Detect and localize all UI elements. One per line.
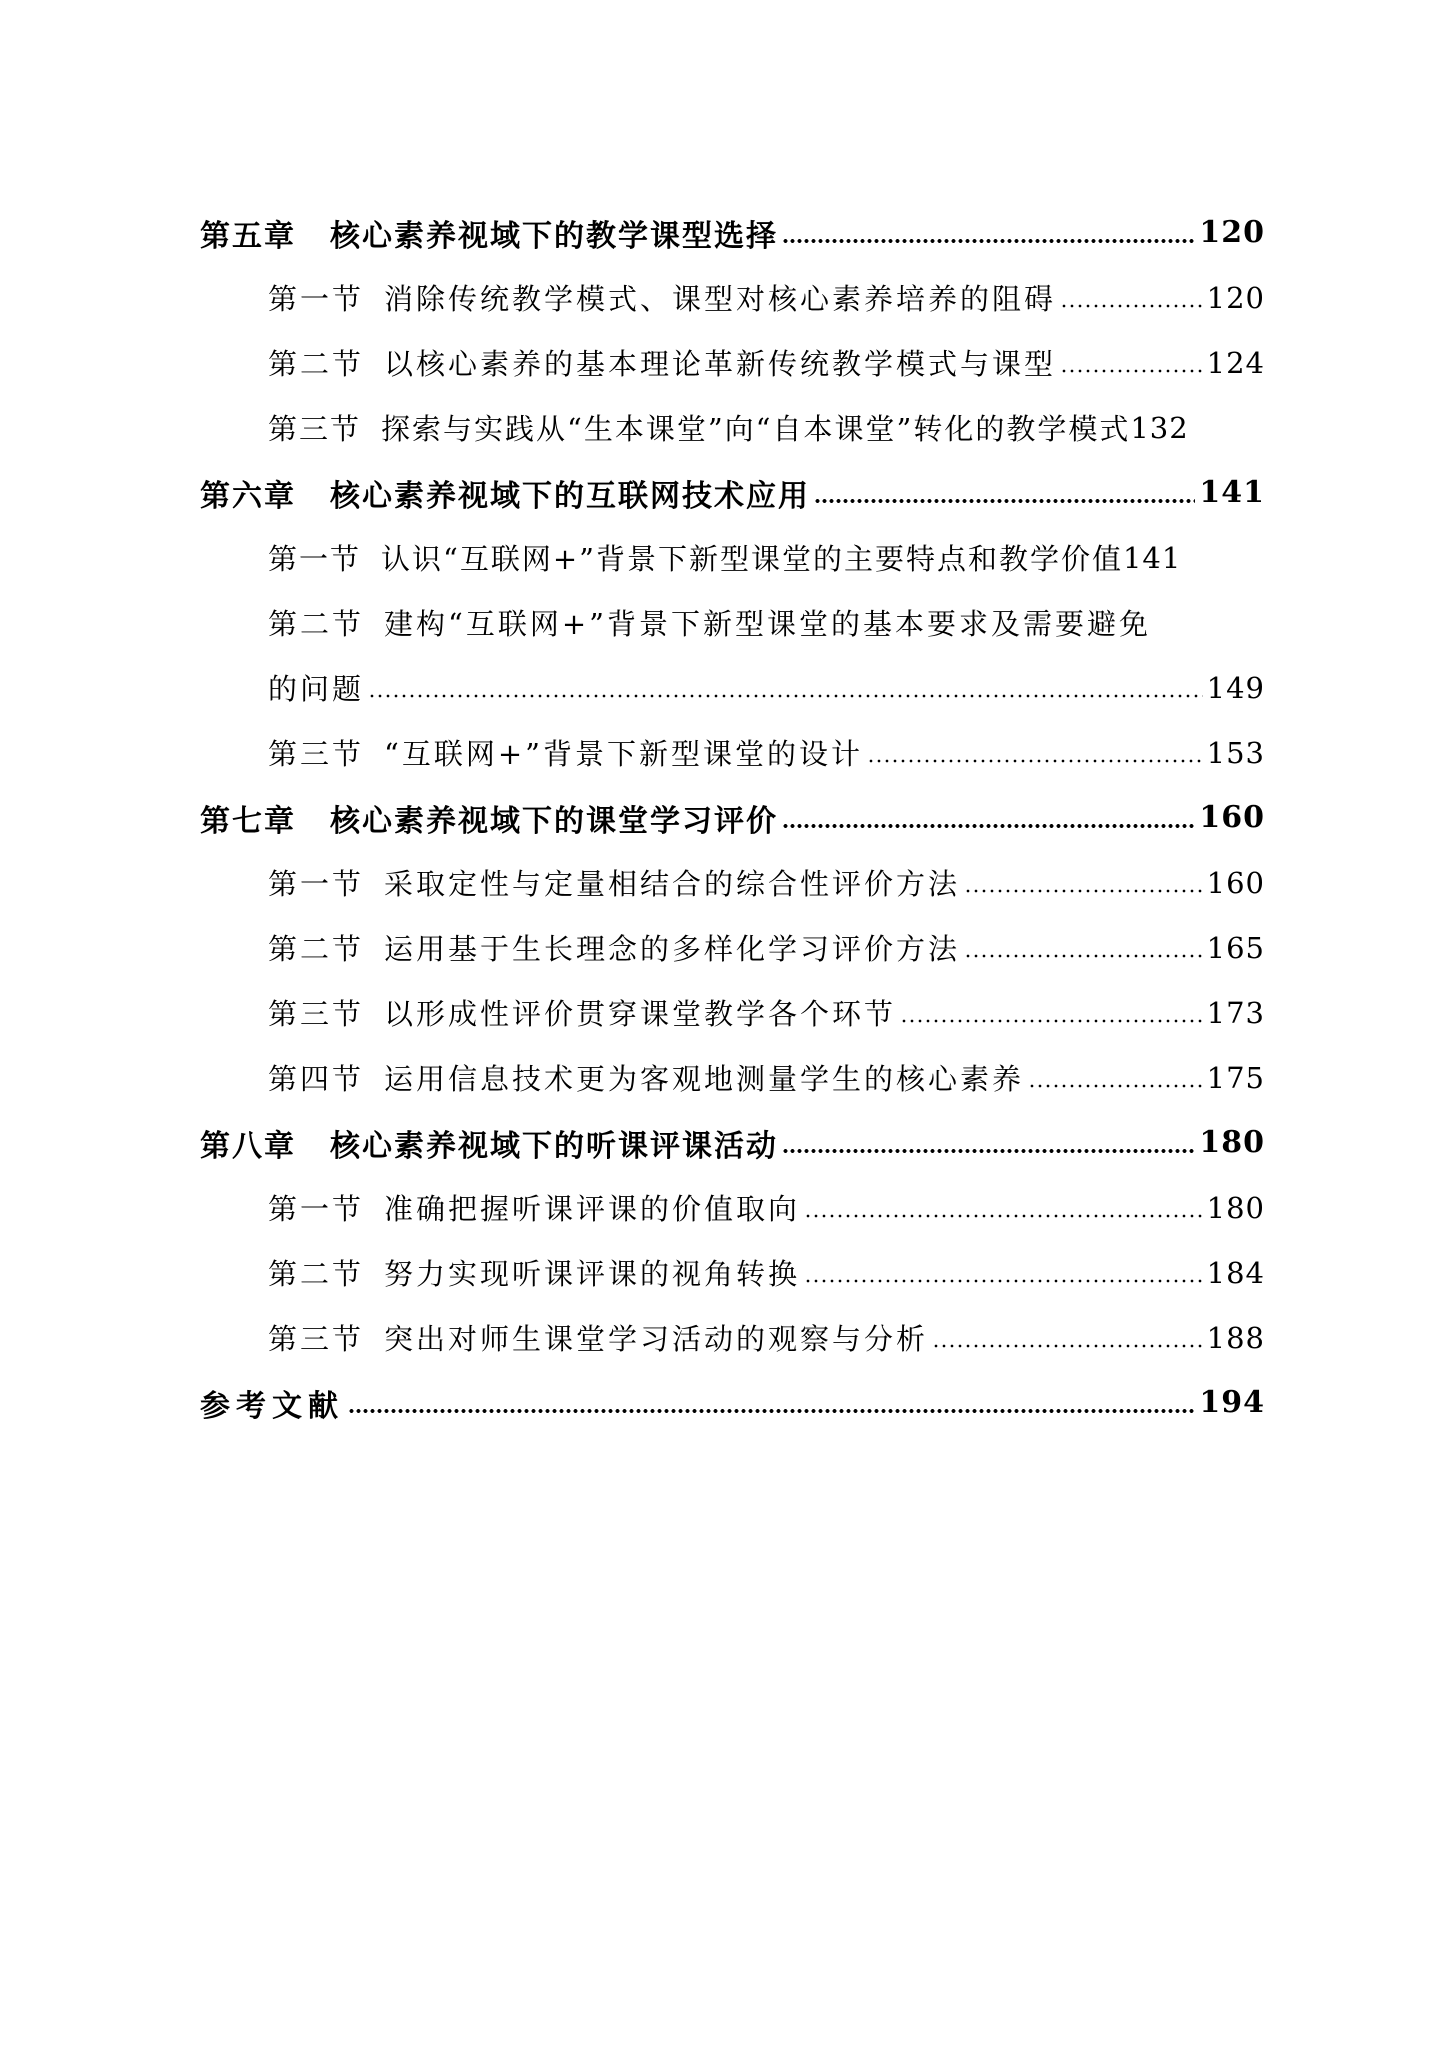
toc-section[interactable] (200, 395, 1265, 460)
toc-label (200, 211, 778, 255)
toc-label (268, 1057, 1024, 1098)
toc-label (268, 602, 1151, 643)
dot-leader (932, 1327, 1203, 1356)
page-number: 141 (1122, 540, 1182, 575)
page-number: 160 (1199, 800, 1265, 835)
toc-section[interactable] (200, 590, 1265, 655)
toc-section[interactable] (200, 1305, 1265, 1370)
dot-leader (1060, 352, 1203, 381)
section-title: 采取定性与定量相结合的综合性评价方法 (384, 867, 961, 901)
section-title: 认识“互联网+”背景下新型课堂的主要特点和教学价值 (381, 542, 1123, 576)
page-number: 175 (1206, 1060, 1265, 1095)
page-number: 184 (1206, 1255, 1265, 1290)
section-title: 的问题 (268, 672, 365, 706)
section-number: 第三节 (268, 1322, 365, 1356)
chapter-number: 第八章 (200, 1128, 296, 1164)
chapter-title: 核心素养视域下的教学课型选择 (330, 218, 778, 254)
toc-label (268, 992, 896, 1033)
page-number: 124 (1206, 345, 1265, 380)
toc-section[interactable] (200, 850, 1265, 915)
section-number: 第一节 (268, 282, 365, 316)
toc-label (268, 537, 1123, 578)
chapter-title: 核心素养视域下的课堂学习评价 (330, 803, 778, 839)
section-number: 第一节 (268, 867, 365, 901)
section-title: 以核心素养的基本理论革新传统教学模式与课型 (384, 347, 1057, 381)
toc-chapter[interactable] (200, 1110, 1265, 1175)
page-number: 173 (1206, 995, 1265, 1030)
toc-label (268, 1317, 928, 1358)
toc-section[interactable] (200, 720, 1265, 785)
toc-chapter[interactable] (200, 200, 1265, 265)
toc-chapter[interactable] (200, 460, 1265, 525)
section-title: 以形成性评价贯穿课堂教学各个环节 (384, 997, 897, 1031)
section-number: 第四节 (268, 1062, 365, 1096)
chapter-number: 第五章 (200, 218, 296, 254)
section-title: 探索与实践从“生本课堂”向“自本课堂”转化的教学模式 (381, 412, 1131, 446)
toc-section-continuation[interactable] (200, 655, 1265, 720)
section-number: 第一节 (268, 542, 362, 576)
toc-chapter[interactable] (200, 785, 1265, 850)
toc-label (200, 796, 778, 840)
dot-leader (1060, 287, 1203, 316)
references-title: 参考文献 (200, 1388, 344, 1424)
toc-section[interactable] (200, 330, 1265, 395)
toc-section[interactable] (200, 525, 1265, 590)
section-number: 第二节 (268, 932, 365, 966)
toc-label (268, 1187, 800, 1228)
section-number: 第三节 (268, 737, 365, 771)
dot-leader (804, 1262, 1203, 1291)
toc-label (268, 732, 863, 773)
dot-leader (368, 677, 1203, 706)
page-number: 194 (1199, 1385, 1265, 1420)
toc-section[interactable] (200, 1240, 1265, 1305)
dot-leader (900, 1002, 1203, 1031)
page-number: 120 (1199, 215, 1265, 250)
toc-section[interactable] (200, 1045, 1265, 1110)
dot-leader (782, 1132, 1195, 1162)
chapter-number: 第七章 (200, 803, 296, 839)
table-of-contents (200, 200, 1265, 1435)
toc-label (268, 862, 960, 903)
section-title: 突出对师生课堂学习活动的观察与分析 (384, 1322, 929, 1356)
toc-section[interactable] (200, 1175, 1265, 1240)
dot-leader (964, 872, 1203, 901)
toc-label (200, 1121, 778, 1165)
dot-leader (782, 807, 1195, 837)
toc-section[interactable] (200, 915, 1265, 980)
page-number: 160 (1206, 865, 1265, 900)
page-number: 149 (1206, 670, 1265, 705)
toc-label (200, 471, 810, 515)
dot-leader (804, 1197, 1203, 1226)
section-number: 第一节 (268, 1192, 365, 1226)
section-number: 第二节 (268, 347, 365, 381)
toc-label (268, 407, 1130, 448)
dot-leader (782, 222, 1195, 252)
toc-section[interactable] (200, 980, 1265, 1045)
section-title: 努力实现听课评课的视角转换 (384, 1257, 801, 1291)
section-title: 准确把握听课评课的价值取向 (384, 1192, 801, 1226)
section-number: 第二节 (268, 607, 365, 641)
page-number: 132 (1130, 410, 1189, 445)
toc-label (268, 667, 364, 708)
toc-label (268, 927, 960, 968)
toc-references[interactable] (200, 1370, 1265, 1435)
toc-label (268, 1252, 800, 1293)
dot-leader (348, 1392, 1195, 1422)
toc-label (200, 1381, 344, 1425)
section-title: 消除传统教学模式、课型对核心素养培养的阻碍 (384, 282, 1057, 316)
page-number: 165 (1206, 930, 1265, 965)
dot-leader (1028, 1067, 1203, 1096)
dot-leader (867, 742, 1203, 771)
dot-leader (964, 937, 1203, 966)
page-number: 141 (1199, 475, 1265, 510)
chapter-title: 核心素养视域下的互联网技术应用 (330, 478, 810, 514)
section-title: “互联网+”背景下新型课堂的设计 (384, 737, 863, 771)
page-number: 188 (1206, 1320, 1265, 1355)
page-number: 153 (1206, 735, 1265, 770)
chapter-number: 第六章 (200, 478, 296, 514)
section-title: 建构“互联网+”背景下新型课堂的基本要求及需要避免 (384, 607, 1151, 641)
section-number: 第三节 (268, 997, 365, 1031)
toc-label (268, 342, 1056, 383)
page-number: 180 (1199, 1125, 1265, 1160)
chapter-title: 核心素养视域下的听课评课活动 (330, 1128, 778, 1164)
page-number: 120 (1206, 280, 1265, 315)
page-number: 180 (1206, 1190, 1265, 1225)
dot-leader (814, 482, 1195, 512)
section-number: 第二节 (268, 1257, 365, 1291)
toc-label (268, 277, 1056, 318)
section-title: 运用信息技术更为客观地测量学生的核心素养 (384, 1062, 1025, 1096)
toc-section[interactable] (200, 265, 1265, 330)
section-number: 第三节 (268, 412, 362, 446)
section-title: 运用基于生长理念的多样化学习评价方法 (384, 932, 961, 966)
